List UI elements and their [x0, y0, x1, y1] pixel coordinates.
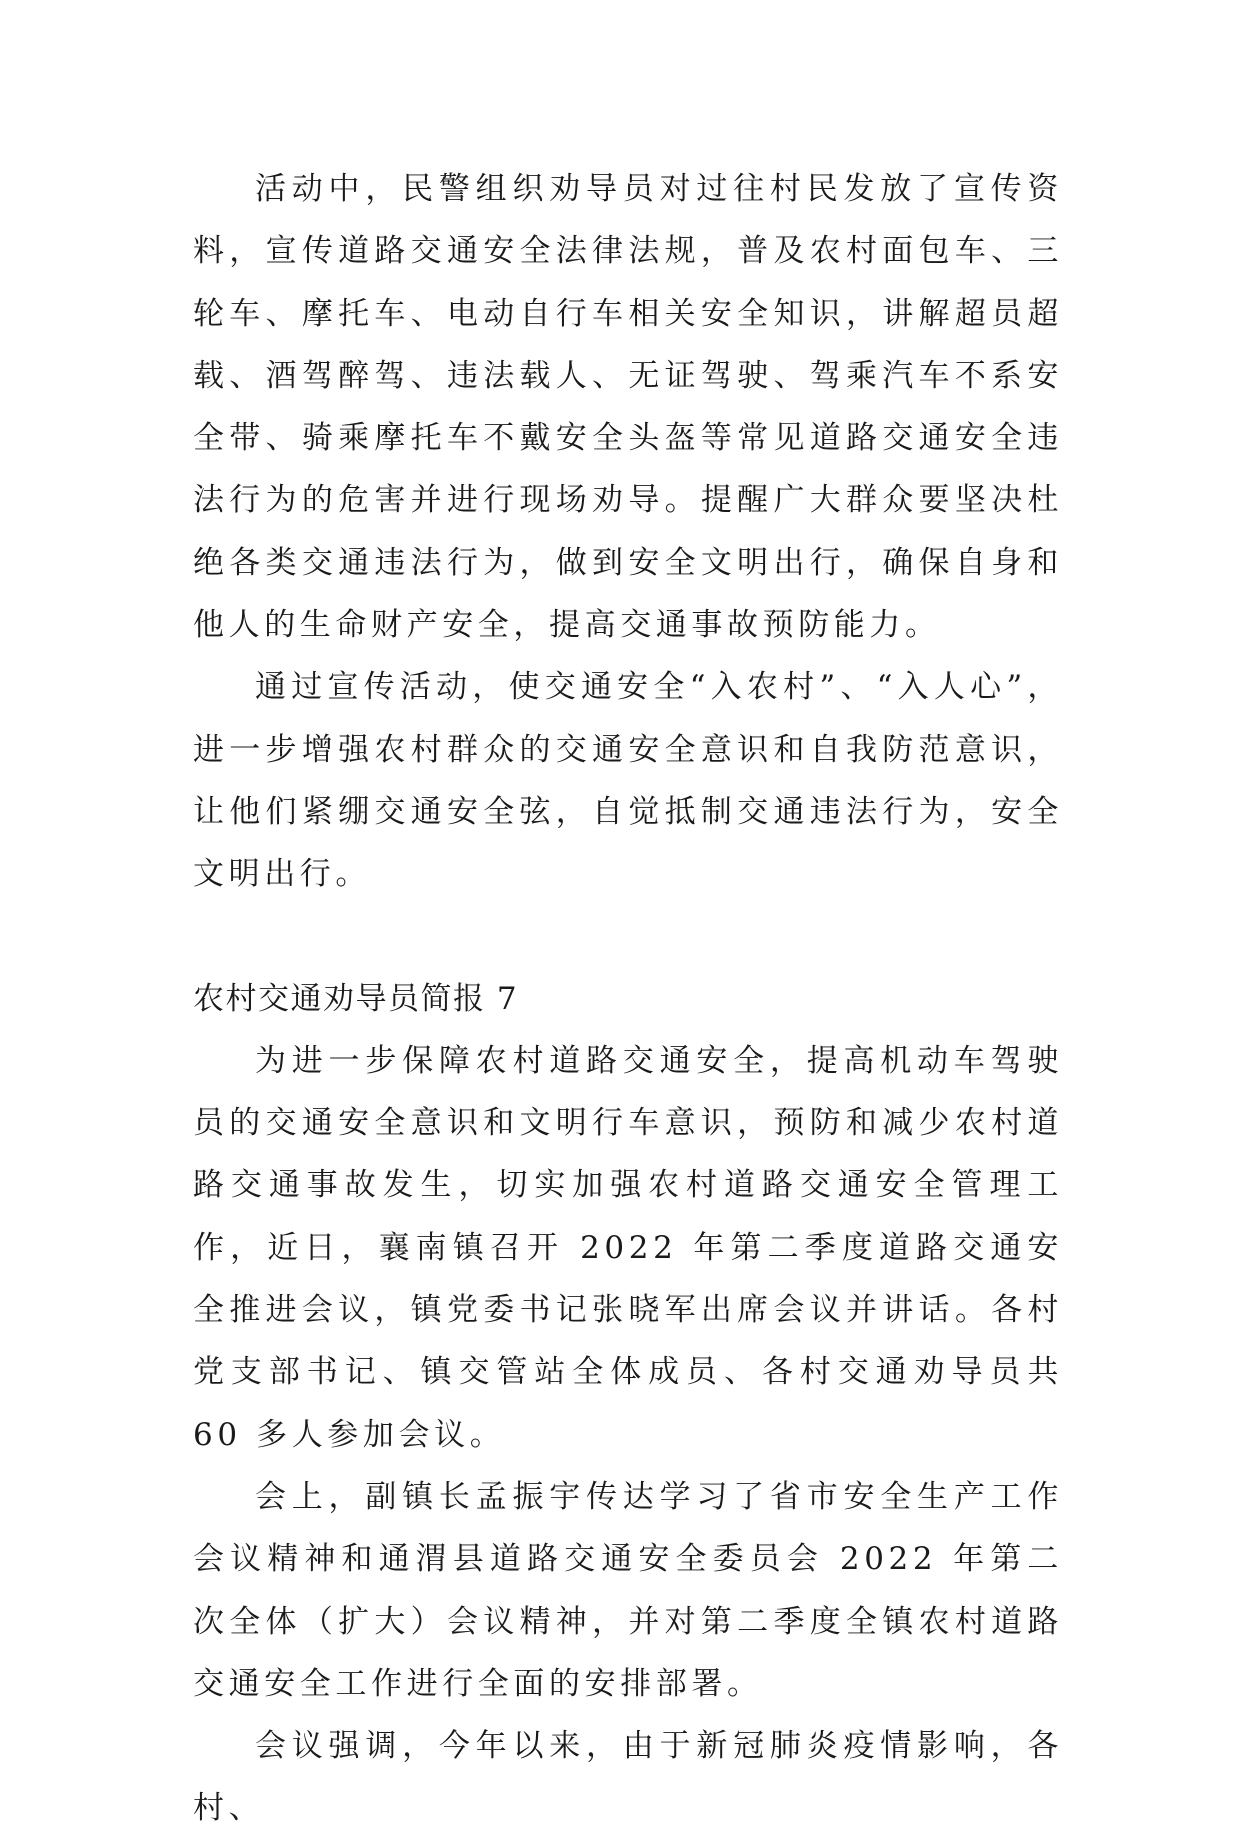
document-body	[193, 158, 1063, 1840]
paragraph-meeting-emphasis: 会议强调，今年以来，由于新冠肺炎疫情影响，各村、	[193, 1728, 1063, 1827]
section-heading: 农村交通劝导员简报 7	[193, 980, 519, 1017]
section-gap	[193, 906, 1063, 968]
paragraph-outcome: 通过宣传活动，使交通安全“入农村”、“入人心”，进一步增强农村群众的交通安全意识和自我防范意识，让他们紧绷交通安全弦，自觉抵制交通违法行为，安全文明出行。	[193, 669, 1063, 893]
paragraph-activity: 活动中，民警组织劝导员对过往村民发放了宣传资料，宣传道路交通安全法律法规，普及农村面包车、三轮车、摩托车、电动自行车相关安全知识，讲解超员超载、酒驾醉驾、违法载人、无证驾驶、驾乘汽车不系安全带、骑乘摩托车不戴安全头盔等常见道路交通安全违法行为的危害并进行现场劝导。提醒广大群众要坚决杜绝各类交通违法行为，做到安全文明出行，确保自身和他人的生命财产安全，提高交通事故预防能力。	[193, 171, 1063, 644]
paragraph-meeting-intro: 为进一步保障农村道路交通安全，提高机动车驾驶员的交通安全意识和文明行车意识，预防和减少农村道路交通事故发生，切实加强农村道路交通安全管理工作，近日，襄南镇召开 2022 年第二季度道路交通安全推进会议，镇党委书记张晓军出席会议并讲话。各村党支部书记、镇交管站全体成员、各村交通劝导员共 60 多人参加会议。	[193, 1042, 1063, 1453]
paragraph-meeting-report: 会上，副镇长孟振宇传达学习了省市安全生产工作会议精神和通渭县道路交通安全委员会 2022 年第二次全体（扩大）会议精神，并对第二季度全镇农村道路交通安全工作进行全面的安排部署。	[193, 1478, 1063, 1702]
